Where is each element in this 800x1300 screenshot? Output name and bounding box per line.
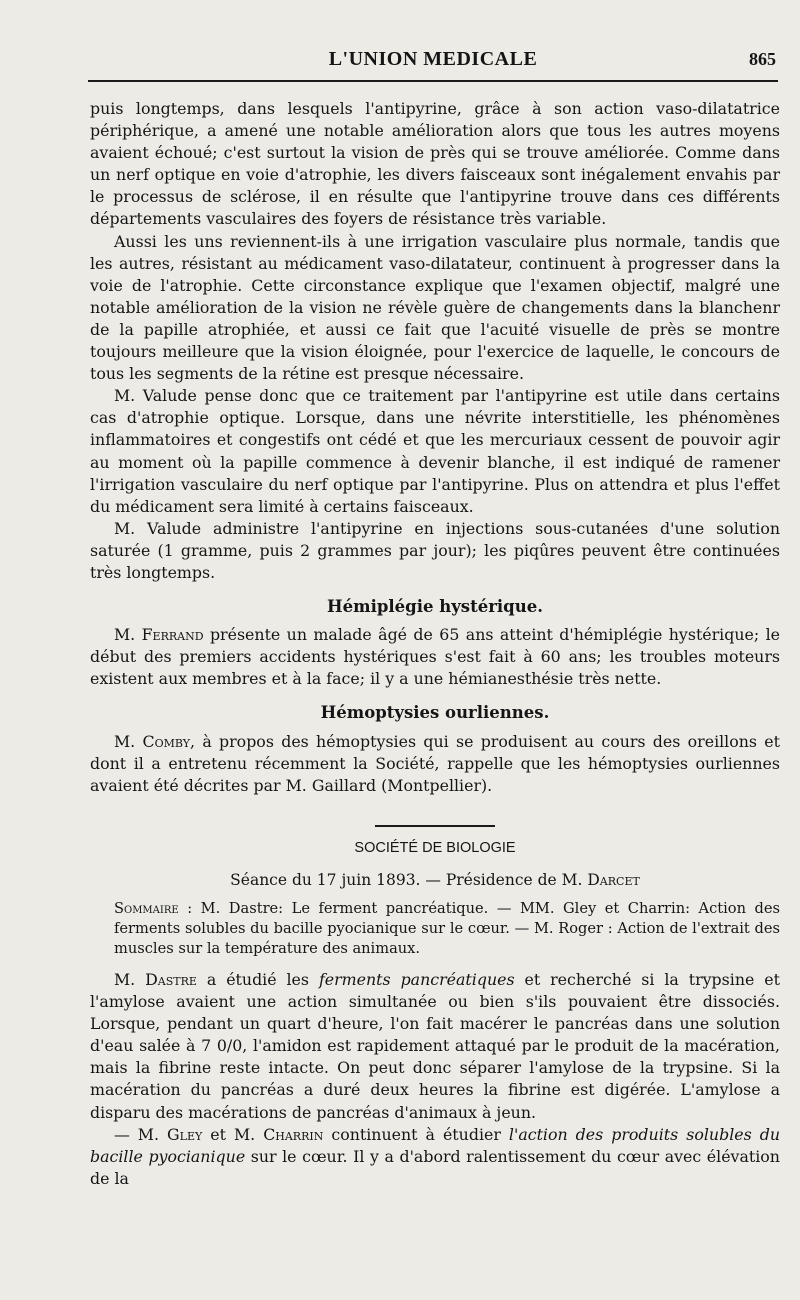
text-fragment: — M. [114, 1124, 168, 1144]
text-fragment: M. [114, 731, 143, 751]
text-fragment: et recherché si la trypsine et l'amylose avaient une action simultanée ou bien s'ils pouvaient être dissociés. Lorsque, pendant un quart d'heure, l'on fait macérer le pancréas dans une solution d'eau salée à 7 0/0, l'amidon est rapidement attaqué par le produit de la macération, mais la fibrine reste intacte. On peut donc séparer l'amylose de la trypsine. Si la macération du pancréas a duré deux heures la fibrine est digérée. L'amylose a disparu des macérations de pancréas d'animaux à jeun. [90, 970, 780, 1122]
italic-term: ferments pancréatiques [318, 970, 515, 989]
summary-text: : M. Dastre: Le ferment pancréatique. — MM. Gley et Charrin: Action des ferments solubles du bacille pyocianique sur le cœur. — M. Roger : Action de l'extrait des muscles sur la température des animaux. [114, 900, 780, 957]
paragraph-ferrand [90, 624, 780, 690]
president-name: Darcet [587, 870, 640, 889]
italic-term: l'action des produits solubles du bacille pyocianique [90, 1124, 780, 1166]
journal-title: L'UNION MEDICALE [328, 48, 538, 70]
running-header [88, 44, 778, 82]
paragraph-dastre [90, 969, 780, 1124]
text-fragment: , à propos des hémoptysies qui se produisent au cours des oreillons et dont il a entretenu récemment la Société, rappelle que les hémoptysies ourliennes avaient été décrites par M. Gaillard (Montpellier). [90, 731, 780, 795]
text-fragment: a étudié les [196, 970, 319, 989]
paragraph-comby [90, 731, 780, 797]
text-fragment: continuent à étudier [323, 1124, 509, 1144]
paragraph-antipyrine-continued: puis longtemps, dans lesquels l'antipyrine, grâce à son action vaso-dilatatrice périphérique, a amené une notable amélioration alors que tous les autres moyens avaient échoué; c'est surtout la vision de près qui se trouve améliorée. Comme dans un nerf optique en voie d'atrophie, les divers faisceaux sont inégalement envahis par le processus de sclérose, il en résulte que l'antipyrine trouve dans ces différents départements vasculaires des foyers de résistance très variable. [90, 99, 780, 229]
section-title-hemiplegie: Hémiplégie hystérique. [327, 597, 543, 617]
author-name-charrin: Charrin [263, 1124, 324, 1144]
text-fragment: M. [114, 625, 142, 645]
text-fragment: M. [114, 970, 146, 989]
summary-label: Sommaire [114, 900, 179, 917]
paragraph-valude-injections: M. Valude administre l'antipyrine en injections sous-cutanées d'une solution saturée (1 gramme, puis 2 grammes par jour); les piqûres peuvent être continuées très longtemps. [90, 518, 780, 582]
text-fragment: Séance du 17 juin 1893. — Présidence de M. [230, 870, 588, 889]
paragraph-gley-charrin [90, 1124, 780, 1190]
text-fragment: et M. [202, 1124, 264, 1144]
section-title-hemoptysies: Hémoptysies ourliennes. [320, 703, 550, 723]
page-number: 865 [749, 49, 776, 69]
text-fragment: présente un malade âgé de 65 ans atteint d'hémiplégie hystérique; le début des premiers accidents hystériques s'est fait à 60 ans; les troubles moteurs existent aux membres et à la face; il y a une hémianesthésie très nette. [90, 625, 780, 689]
author-name-gley: Gley [167, 1124, 203, 1144]
article-body [90, 98, 780, 1190]
paragraph-valude-treatment: M. Valude pense donc que ce traitement par l'antipyrine est utile dans certains cas d'atrophie optique. Lorsque, dans une névrite interstitielle, les phénomènes inflammatoires et congestifs ont cédé et que les mercuriaux cessent de pouvoir agir au moment où la papille commence à devenir blanche, il est indiqué de ramener l'irrigation vasculaire du nerf optique par l'antipyrine. Plus on attendra et plus l'effet du médicament sera limité à certains faisceaux. [90, 386, 780, 516]
author-name-ferrand: Ferrand [141, 625, 204, 645]
paragraph-irrigation: Aussi les uns reviennent-ils à une irrigation vasculaire plus normale, tandis que les autres, résistant au médicament vaso-dilatateur, continuent à progresser dans la voie de l'atrophie. Cette circonstance explique que l'examen objectif, malgré une notable amélioration de la vision ne révèle guère de changements dans la blanchenr de la papille atrophiée, et aussi ce fait que l'acuité visuelle de près se montre toujours meilleure que la vision éloignée, pour l'exercice de laquelle, le concours de tous les segments de la rétine est presque nécessaire. [90, 231, 780, 384]
society-title: SOCIÉTÉ DE BIOLOGIE [354, 839, 516, 856]
text-fragment: sur le cœur. Il y a d'abord ralentissement du cœur avec élévation de la [90, 1146, 780, 1188]
summary [90, 899, 780, 959]
author-name-comby: Comby [142, 731, 191, 751]
seance-line [90, 869, 780, 891]
author-name-dastre: Dastre [145, 970, 197, 989]
